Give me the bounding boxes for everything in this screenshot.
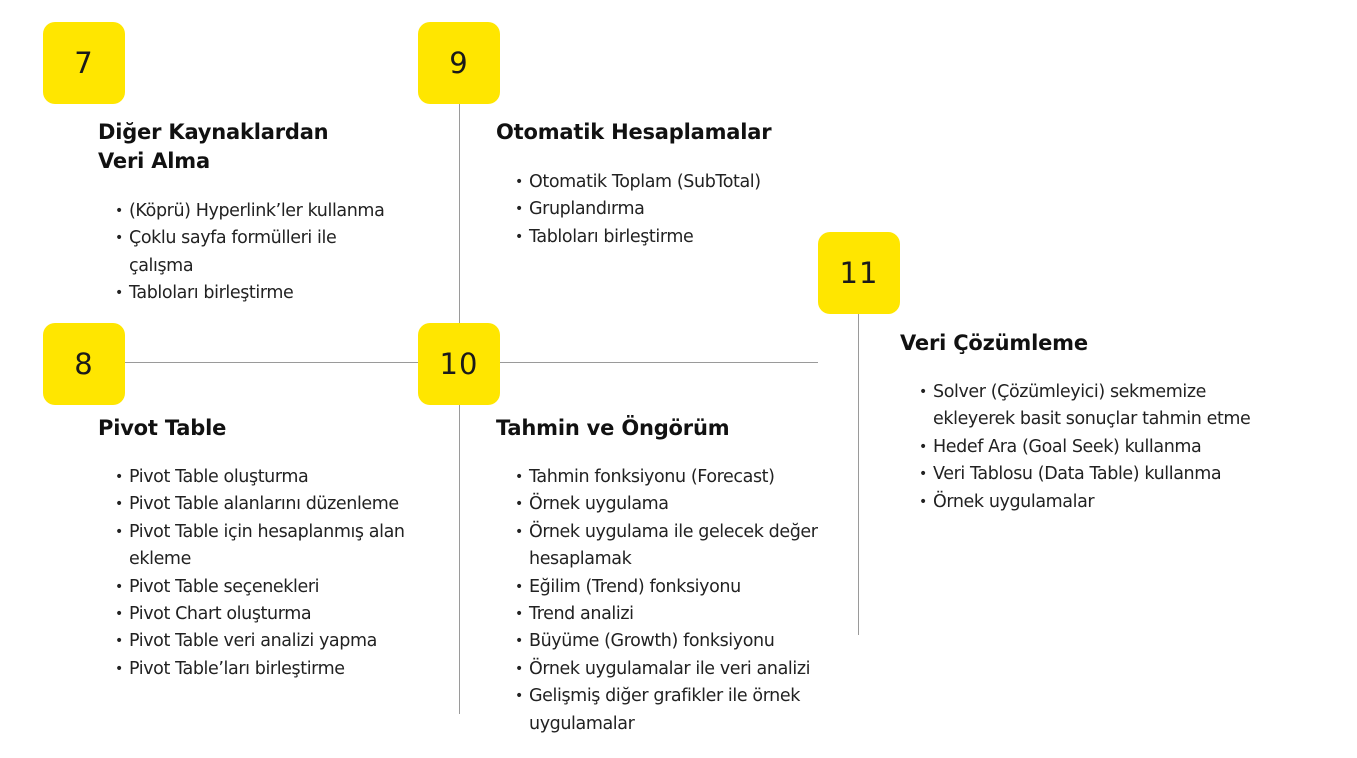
section-title-7-line-1: Diğer Kaynaklardan bbox=[98, 120, 329, 144]
list-item: • Örnek uygulamalar bbox=[919, 489, 1284, 516]
list-item: • Trend analizi bbox=[515, 601, 850, 628]
connector-line-horizontal-10-11 bbox=[499, 362, 818, 363]
connector-line-vertical-11 bbox=[858, 310, 859, 635]
step-badge-7: 7 bbox=[43, 22, 125, 104]
list-item: • Otomatik Toplam (SubTotal) bbox=[515, 169, 815, 196]
list-item: • Pivot Table’ları birleştirme bbox=[115, 656, 440, 683]
section-list-9 bbox=[515, 169, 815, 251]
list-item: • Hedef Ara (Goal Seek) kullanma bbox=[919, 434, 1284, 461]
list-item: • Tahmin fonksiyonu (Forecast) bbox=[515, 464, 850, 491]
step-badge-8: 8 bbox=[43, 323, 125, 405]
section-list-10 bbox=[515, 464, 850, 738]
section-title-10: Tahmin ve Öngörüm bbox=[496, 416, 730, 440]
list-item: • Tabloları birleştirme bbox=[515, 224, 815, 251]
list-item: • Çoklu sayfa formülleri ile çalışma bbox=[115, 225, 405, 280]
section-title-8: Pivot Table bbox=[98, 416, 227, 440]
list-item: • Solver (Çözümleyici) sekmemize ekleyerek basit sonuçlar tahmin etme bbox=[919, 379, 1284, 434]
section-title-7 bbox=[98, 118, 328, 176]
connector-line-horizontal-8-10 bbox=[124, 362, 420, 363]
step-badge-11: 11 bbox=[818, 232, 900, 314]
list-item: • Gelişmiş diğer grafikler ile örnek uygulamalar bbox=[515, 683, 850, 738]
section-list-11 bbox=[919, 379, 1284, 516]
list-item: • Eğilim (Trend) fonksiyonu bbox=[515, 574, 850, 601]
list-item: • Büyüme (Growth) fonksiyonu bbox=[515, 628, 850, 655]
list-item: • Pivot Table veri analizi yapma bbox=[115, 628, 440, 655]
list-item: • Pivot Table için hesaplanmış alan ekleme bbox=[115, 519, 440, 574]
list-item: • Örnek uygulama ile gelecek değer hesaplamak bbox=[515, 519, 850, 574]
list-item: • (Köprü) Hyperlink’ler kullanma bbox=[115, 198, 405, 225]
section-title-9: Otomatik Hesaplamalar bbox=[496, 120, 772, 144]
list-item: • Pivot Table seçenekleri bbox=[115, 574, 440, 601]
section-list-7 bbox=[115, 198, 405, 308]
list-item: • Tabloları birleştirme bbox=[115, 280, 405, 307]
list-item: • Gruplandırma bbox=[515, 196, 815, 223]
step-badge-10: 10 bbox=[418, 323, 500, 405]
section-title-7-line-2: Veri Alma bbox=[98, 149, 210, 173]
connector-line-vertical-9-10 bbox=[459, 100, 460, 714]
list-item: • Pivot Table alanlarını düzenleme bbox=[115, 491, 440, 518]
list-item: • Örnek uygulama bbox=[515, 491, 850, 518]
list-item: • Pivot Table oluşturma bbox=[115, 464, 440, 491]
step-badge-9: 9 bbox=[418, 22, 500, 104]
list-item: • Pivot Chart oluşturma bbox=[115, 601, 440, 628]
list-item: • Veri Tablosu (Data Table) kullanma bbox=[919, 461, 1284, 488]
list-item: • Örnek uygulamalar ile veri analizi bbox=[515, 656, 850, 683]
section-list-8 bbox=[115, 464, 440, 683]
section-title-11: Veri Çözümleme bbox=[900, 331, 1088, 355]
